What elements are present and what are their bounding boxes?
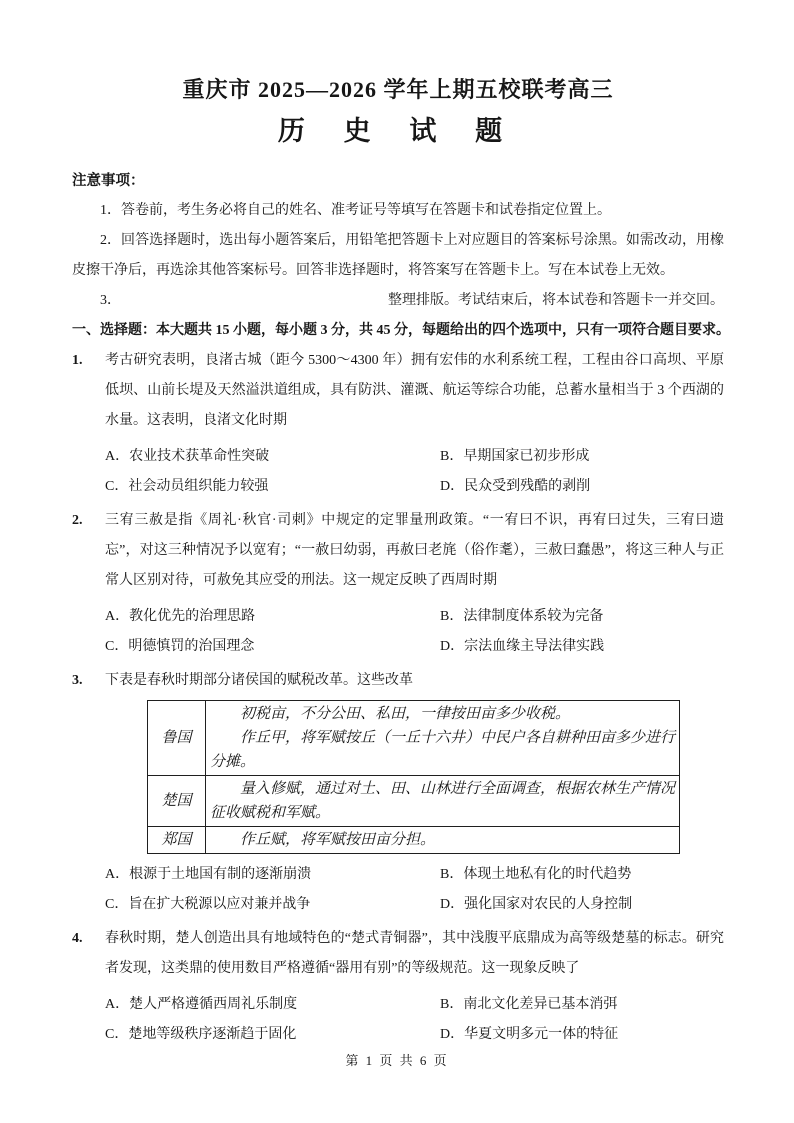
reform-cell xyxy=(206,827,680,854)
question-1-options xyxy=(105,442,724,502)
question-2-stem: 三宥三赦是指《周礼·秋官·司刺》中规定的定罪量刑政策。“一宥曰不识，再宥曰过失，三宥曰遗忘”，对这三种情况予以宽宥；“一赦曰幼弱，再赦曰老旄（俗作耄），三赦曰蠢愚”，将这三种人与正常人区别对待，可赦免其应受的刑法。这一规定反映了西周时期 xyxy=(105,513,724,588)
notice-item-3-number: 3． xyxy=(100,293,121,308)
question-3 xyxy=(72,666,724,924)
question-1-number: 1. xyxy=(72,353,83,368)
table-row-chu xyxy=(148,776,680,827)
section-heading: 一、选择题：本大题共 15 小题，每小题 3 分，共 45 分，每题给出的四个选项中，只有一项符合题目要求。 xyxy=(72,323,730,338)
reform-cell xyxy=(206,776,680,827)
question-1 xyxy=(72,346,724,506)
reform-paragraph: 作丘赋，将军赋按田亩分担。 xyxy=(240,832,436,848)
reform-paragraph: 初税亩，不分公田、私田，一律按田亩多少收税。 xyxy=(240,706,571,722)
question-2-number: 2. xyxy=(72,513,83,528)
question-3-option-d: D．强化国家对农民的人身控制 xyxy=(440,897,633,912)
question-3-options xyxy=(105,860,724,920)
question-1-option-a: A．农业技术获革命性突破 xyxy=(105,449,270,464)
question-2-option-a: A．教化优先的治理思路 xyxy=(105,609,256,624)
question-3-option-a: A．根源于土地国有制的逐渐崩溃 xyxy=(105,867,312,882)
state-cell: 鲁国 xyxy=(148,701,206,776)
state-cell: 郑国 xyxy=(148,827,206,854)
question-1-option-c: C．社会动员组织能力较强 xyxy=(105,479,269,494)
question-4-option-a: A．楚人严格遵循西周礼乐制度 xyxy=(105,997,298,1012)
question-2-option-c: C．明德慎罚的治国理念 xyxy=(105,639,255,654)
question-4-option-d: D．华夏文明多元一体的特征 xyxy=(440,1027,619,1042)
question-2-option-b: B．法律制度体系较为完备 xyxy=(440,609,604,624)
notice-item-1: 1．答卷前，考生务必将自己的姓名、准考证号等填写在答题卡和试卷指定位置上。 xyxy=(100,203,611,218)
question-3-stem: 下表是春秋时期部分诸侯国的赋税改革。这些改革 xyxy=(105,673,413,688)
question-1-stem: 考古研究表明，良渚古城（距今 5300～4300 年）拥有宏伟的水利系统工程，工程由谷口高坝、平原低坝、山前长堤及天然溢洪道组成，具有防洪、灌溉、航运等综合功能，总蓄水量相当于 3 个西湖的水量。这表明，良渚文化时期 xyxy=(105,353,724,428)
question-2-body xyxy=(105,506,724,666)
subject-title: 历 史 试 题 xyxy=(277,116,519,146)
notice-item-3-text: 整理排版。考试结束后，将本试卷和答题卡一并交回。 xyxy=(388,293,724,308)
question-3-option-b: B．体现土地私有化的时代趋势 xyxy=(440,867,632,882)
question-4-number: 4. xyxy=(72,931,83,946)
question-1-body xyxy=(105,346,724,506)
tax-reform-table xyxy=(147,700,680,854)
notice-item-2: 2．回答选择题时，选出每小题答案后，用铅笔把答题卡上对应题目的答案标号涂黑。如需改动，用橡皮擦干净后，再选涂其他答案标号。回答非选择题时，将答案写在答题卡上。写在本试卷上无效。 xyxy=(72,233,724,278)
table-row-lu xyxy=(148,701,680,776)
notice-item-3 xyxy=(72,286,724,316)
question-2-options xyxy=(105,602,724,662)
notice-section xyxy=(72,166,724,316)
question-3-body xyxy=(105,666,724,924)
reform-paragraph: 作丘甲，将军赋按丘（一丘十六井）中民户各自耕种田亩多少进行分摊。 xyxy=(210,730,676,770)
question-4-body xyxy=(105,924,724,1054)
reform-cell xyxy=(206,701,680,776)
reform-paragraph: 量入修赋，通过对土、田、山林进行全面调查，根据农林生产情况征收赋税和军赋。 xyxy=(210,781,676,821)
question-4-option-b: B．南北文化差异已基本消弭 xyxy=(440,997,618,1012)
question-1-option-d: D．民众受到残酷的剥削 xyxy=(440,479,591,494)
question-4-option-c: C．楚地等级秩序逐渐趋于固化 xyxy=(105,1027,297,1042)
question-3-number: 3. xyxy=(72,673,83,688)
question-2 xyxy=(72,506,724,666)
question-4-stem: 春秋时期，楚人创造出具有地域特色的“楚式青铜器”，其中浅腹平底鼎成为高等级楚墓的标志。研究者发现，这类鼎的使用数目严格遵循“器用有别”的等级规范。这一现象反映了 xyxy=(105,931,724,976)
question-2-option-d: D．宗法血缘主导法律实践 xyxy=(440,639,605,654)
table-row-zheng xyxy=(148,827,680,854)
notice-heading: 注意事项： xyxy=(72,173,145,189)
question-3-option-c: C．旨在扩大税源以应对兼并战争 xyxy=(105,897,311,912)
exam-title: 重庆市 2025—2026 学年上期五校联考高三 xyxy=(182,77,614,102)
state-cell: 楚国 xyxy=(148,776,206,827)
question-4-options xyxy=(105,990,724,1050)
question-1-option-b: B．早期国家已初步形成 xyxy=(440,449,590,464)
question-4 xyxy=(72,924,724,1054)
page-footer: 第 1 页 共 6 页 xyxy=(345,1053,449,1068)
